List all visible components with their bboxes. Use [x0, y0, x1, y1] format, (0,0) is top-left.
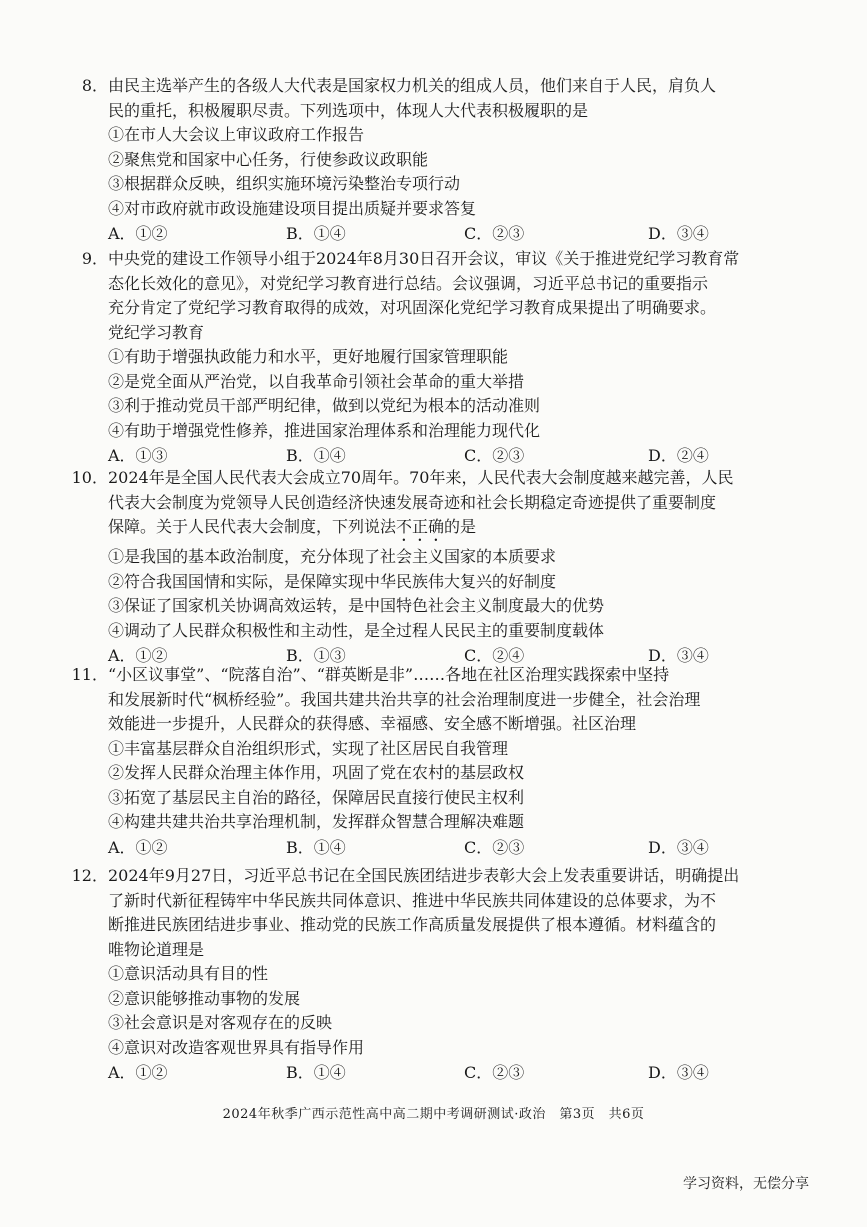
answer-choices — [70, 835, 830, 860]
choice-b[interactable]: B．①④ — [286, 837, 346, 857]
question-number: 10． — [71, 468, 108, 487]
option-2: ②发挥人民群众治理主体作用，巩固了党在农村的基层政权 — [108, 763, 525, 782]
option-3: ③根据群众反映，组织实施环境污染整治专项行动 — [108, 174, 461, 193]
choice-d[interactable]: D．③④ — [648, 224, 709, 243]
question-stem-line: 和发展新时代“枫桥经验”。我国共建共治共享的社会治理制度进一步健全，社会治理 — [108, 689, 701, 709]
question-stem-line: 断推进民族团结进步事业、推动党的民族工作高质量发展提供了根本遵循。材料蕴含的 — [108, 915, 717, 934]
choice-b[interactable]: B．①③ — [286, 646, 346, 665]
question-number: 12． — [71, 866, 108, 885]
option-4: ④意识对改造客观世界具有指导作用 — [108, 1037, 365, 1057]
question-12 — [70, 864, 830, 1085]
question-stem-line: 12．2024年9月27日，习近平总书记在全国民族团结进步表彰大会上发表重要讲话，明确提出 — [70, 864, 830, 889]
choice-d[interactable]: D．③④ — [648, 646, 709, 665]
option-3: ③社会意识是对客观存在的反映 — [108, 1013, 333, 1032]
question-stem-line: 保障。关于人民代表大会制度，下列说法不正确的是 — [108, 517, 477, 536]
choice-a[interactable]: A．①② — [108, 224, 168, 243]
option-2: ②聚焦党和国家中心任务，行使参政议政职能 — [108, 149, 429, 169]
option-4: ④对市政府就市政设施建设项目提出质疑并要求答复 — [108, 198, 477, 218]
answer-choices — [70, 443, 830, 468]
option-1: ①在市人大会议上审议政府工作报告 — [108, 125, 365, 144]
choice-b[interactable]: B．①④ — [286, 446, 346, 465]
question-stem-line: 党纪学习教育 — [108, 322, 205, 342]
question-stem-line: 唯物论道理是 — [108, 939, 205, 959]
page-footer: 2024年秋季广西示范性高中高二期中考调研测试·政治 第3页 共6页 — [222, 1107, 645, 1122]
question-number: 9． — [81, 249, 108, 268]
option-3: ③保证了国家机关协调高效运转，是中国特色社会主义制度最大的优势 — [108, 596, 605, 615]
option-2: ②符合我国国情和实际，是保障实现中华民族伟大复兴的好制度 — [108, 571, 557, 591]
question-8 — [70, 74, 830, 246]
question-stem-line: 9．中央党的建设工作领导小组于2024年8月30日召开会议，审议《关于推进党纪学习教育常 — [70, 247, 830, 272]
choice-b[interactable]: B．①④ — [286, 224, 346, 243]
question-number: 8． — [81, 76, 108, 95]
choice-a[interactable]: A．①② — [108, 1063, 168, 1082]
option-4: ④调动了人民群众积极性和主动性，是全过程人民民主的重要制度载体 — [108, 620, 605, 640]
option-1: ①丰富基层群众自治组织形式，实现了社区居民自我管理 — [108, 738, 509, 758]
choice-b[interactable]: B．①④ — [286, 1063, 346, 1082]
choice-c[interactable]: C．②③ — [464, 446, 525, 465]
answer-choices — [70, 221, 830, 246]
question-11 — [70, 663, 830, 860]
question-stem-line: 8．由民主选举产生的各级人大代表是国家权力机关的组成人员，他们来自于人民，肩负人 — [70, 74, 830, 99]
option-2: ②是党全面从严治党，以自我革命引领社会革命的重大举措 — [108, 371, 525, 391]
question-stem-line: 民的重托，积极履职尽责。下列选项中，体现人大代表积极履职的是 — [108, 100, 589, 120]
option-3: ③拓宽了基层民主自治的路径，保障居民直接行使民主权利 — [108, 787, 525, 807]
choice-c[interactable]: C．②③ — [464, 837, 525, 857]
question-stem-line: 充分肯定了党纪学习教育取得的成效，对巩固深化党纪学习教育成果提出了明确要求。 — [108, 298, 717, 317]
option-4: ④有助于增强党性修养，推进国家治理体系和治理能力现代化 — [108, 420, 541, 440]
choice-c[interactable]: C．②③ — [464, 224, 525, 243]
answer-choices — [70, 1060, 830, 1085]
choice-a[interactable]: A．①② — [108, 837, 168, 857]
option-3: ③利于推动党员干部严明纪律，做到以党纪为根本的活动准则 — [108, 396, 541, 415]
choice-a[interactable]: A．①② — [108, 646, 168, 665]
choice-c[interactable]: C．②③ — [464, 1063, 525, 1082]
emphasized-text: 不正确 — [396, 517, 445, 536]
question-10 — [70, 466, 830, 668]
choice-a[interactable]: A．①③ — [108, 446, 168, 465]
question-number: 11． — [71, 665, 108, 684]
question-stem-line: 态化长效化的意见》，对党纪学习教育进行总结。会议强调，习近平总书记的重要指示 — [108, 273, 709, 293]
option-1: ①有助于增强执政能力和水平，更好地履行国家管理职能 — [108, 347, 509, 366]
choice-d[interactable]: D．③④ — [648, 1063, 709, 1082]
option-2: ②意识能够推动事物的发展 — [108, 988, 301, 1008]
question-stem-line: 11．“小区议事堂”、“院落自治”、“群英断是非”……各地在社区治理实践探索中坚持 — [70, 663, 830, 688]
question-stem-line: 10．2024年是全国人民代表大会成立70周年。70年来，人民代表大会制度越来越完善，人民 — [70, 466, 830, 491]
question-9 — [70, 247, 830, 468]
choice-d[interactable]: D．②④ — [648, 446, 709, 465]
watermark-text: 学习资料，无偿分享 — [683, 1176, 809, 1192]
choice-d[interactable]: D．③④ — [648, 837, 709, 857]
option-4: ④构建共建共治共享治理机制，发挥群众智慧合理解决难题 — [108, 812, 525, 831]
question-stem-line: 了新时代新征程铸牢中华民族共同体意识、推进中华民族共同体建设的总体要求，为不 — [108, 890, 717, 910]
option-1: ①意识活动具有目的性 — [108, 964, 269, 983]
question-stem-line: 效能进一步提升，人民群众的获得感、幸福感、安全感不断增强。社区治理 — [108, 714, 637, 733]
choice-c[interactable]: C．②④ — [464, 646, 525, 665]
question-stem-line: 代表大会制度为党领导人民创造经济快速发展奇迹和社会长期稳定奇迹提供了重要制度 — [108, 492, 717, 512]
option-1: ①是我国的基本政治制度，充分体现了社会主义国家的本质要求 — [108, 547, 557, 566]
